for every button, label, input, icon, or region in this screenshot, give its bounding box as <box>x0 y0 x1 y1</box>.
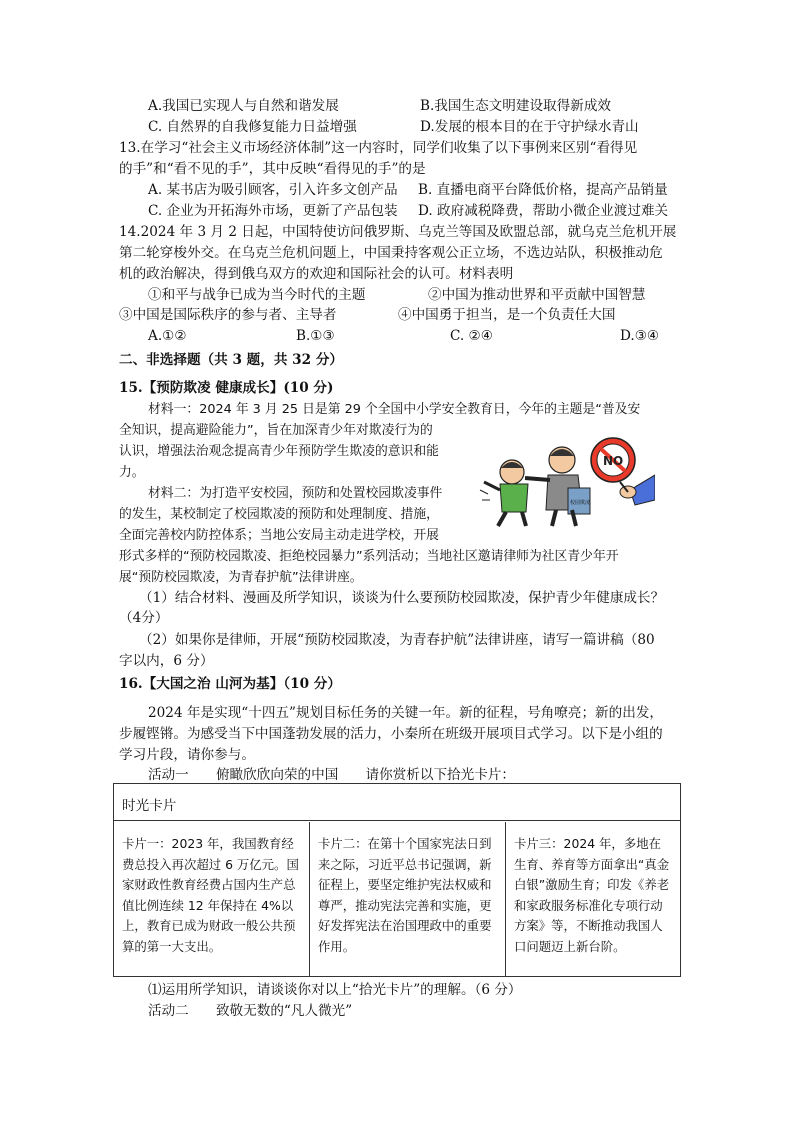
q16-paragraph-line1: 2024 年是实现“十四五”规划目标任务的关键一年。新的征程，号角嘹亮；新的出发， <box>148 705 664 721</box>
cartoon-no-sign-text: NO <box>603 454 624 468</box>
q15-material1-line3: 认识，增强法治观念提高青少年预防学生欺凌的意识和能 <box>119 444 439 459</box>
q13-stem-line1: 13.在学习“社会主义市场经济体制”这一内容时，同学们收集了以下事例来区别“看得见 <box>119 140 638 156</box>
q16-activity2: 活动二 致敬无数的“凡人微光” <box>148 1003 353 1019</box>
q14-statement-1: ①和平与战争已成为当今时代的主题 <box>148 287 366 303</box>
q14-option-c: C. ②④ <box>450 328 493 344</box>
q12-option-b: B.我国生态文明建设取得新成效 <box>420 98 612 114</box>
q13-stem-line2: 的手”和“看不见的手”，其中反映“看得见的手”的是 <box>119 161 426 177</box>
card-three: 卡片三：2024 年，多地在生育、养育等方面拿出“真金白银”激励生育；印发《养老和家政服务标准化专项行动方案》等，不断推动我国人口问题迈上新台阶。 <box>514 836 670 954</box>
q14-statement-4: ④中国勇于担当，是一个负责任大国 <box>398 307 616 323</box>
q13-option-d: D. 政府减税降费，帮助小微企业渡过难关 <box>418 203 669 219</box>
q15-material2-line3: 全面完善校内防控体系；当地公安局主动走进学校，开展 <box>119 528 439 543</box>
q12-option-c: C. 自然界的自我修复能力日益增强 <box>148 119 357 135</box>
card-two: 卡片二：在第十个国家宪法日到来之际，习近平总书记强调，新征程上，要坚定维护宪法权威和尊严，推动宪法完善和实施，更好发挥宪法在治国理政中的重要作用。 <box>310 822 506 976</box>
q16-title: 16.【大国之治 山河为基】（10 分） <box>119 676 341 692</box>
bullying-cartoon-image <box>470 420 655 528</box>
q15-material1-line2: 全知识，提高避险能力”，旨在加深青少年对欺凌行为的 <box>119 423 433 438</box>
q15-material2-line1: 材料二：为打造平安校园，预防和处置校园欺凌事件 <box>148 486 443 501</box>
q13-option-a: A. 某书店为吸引顾客，引入许多文创产品 <box>148 182 398 198</box>
q15-question2-line1: （2）如果你是律师，开展“预防校园欺凌，为青春护航”法律讲座，请写一篇讲稿（80 <box>139 632 655 648</box>
q12-option-d: D.发展的根本目的在于守护绿水青山 <box>420 119 639 135</box>
q16-question1: ⑴运用所学知识，请谈谈你对以上“拾光卡片”的理解。（6 分） <box>148 982 522 998</box>
q14-option-b: B.①③ <box>296 328 335 344</box>
table-header-text: 时光卡片 <box>122 798 177 814</box>
q14-option-a: A.①② <box>148 328 187 344</box>
q15-material1-line1: 材料一：2024 年 3 月 25 日是第 29 个全国中小学安全教育日，今年的主题是“普及安 <box>148 402 641 417</box>
q13-option-b: B. 直播电商平台降低价格，提高产品销量 <box>418 182 668 198</box>
q16-paragraph-line2: 步履铿锵。为感受当下中国蓬勃发展的活力，小秦所在班级开展项目式学习。以下是小组的 <box>119 726 663 742</box>
card-one: 卡片一：2023 年，我国教育经费总投入再次超过 6 万亿元。国家财政性教育经费占国内生产总值比例连续 12 年保持在 4%以上，教育已成为财政一般公共预算的第一大支出。 <box>114 822 310 976</box>
q15-material1-line4: 力。 <box>119 465 145 480</box>
q15-material2-line5: 展“预防校园欺凌，为青春护航”法律讲座。 <box>119 570 363 585</box>
time-cards-table <box>113 783 681 977</box>
q13-option-c: C. 企业为开拓海外市场，更新了产品包装 <box>148 203 398 219</box>
q15-title: 15.【预防欺凌 健康成长】(10 分) <box>119 380 334 396</box>
q14-statement-2: ②中国为推动世界和平贡献中国智慧 <box>428 287 646 303</box>
q15-material2-line4: 形式多样的“预防校园欺凌、拒绝校园暴力”系列活动；当地社区邀请律师为社区青少年开 <box>119 549 619 564</box>
cartoon-bag-text: 校园欺凌 <box>570 500 591 506</box>
q14-stem-line2: 第二轮穿梭外交。在乌克兰危机问题上，中国秉持客观公正立场，不选边站队，积极推动危 <box>119 245 663 261</box>
q14-statement-3: ③中国是国际秩序的参与者、主导者 <box>119 307 337 323</box>
q12-option-a: A.我国已实现人与自然和谐发展 <box>148 98 339 114</box>
q16-paragraph-line3: 学习片段，请你参与。 <box>119 747 255 763</box>
q15-material2-line2: 的发生，某校制定了校园欺凌的预防和处理制度、措施， <box>119 507 439 522</box>
q16-activity1: 活动一 俯瞰欣欣向荣的中国 请你赏析以下拾光卡片： <box>148 767 516 783</box>
table-header <box>114 784 680 821</box>
q14-stem-line3: 机的政治解决，得到俄乌双方的欢迎和国际社会的认可。材料表明 <box>119 266 514 282</box>
q14-option-d: D.③④ <box>620 328 660 344</box>
q14-stem-line1: 14.2024 年 3 月 2 日起，中国特使访问俄罗斯、乌克兰等国及欧盟总部，就乌克兰危机开展 <box>119 224 677 240</box>
section-heading: 二、非选择题（共 3 题，共 32 分） <box>119 352 344 368</box>
q15-question2-line2: 字以内，6 分） <box>119 653 214 669</box>
q15-question1-line2: （4分） <box>119 610 169 626</box>
q15-question1-line1: （1）结合材料、漫画及所学知识，谈谈为什么要预防校园欺凌，保护青少年健康成长？ <box>139 590 665 606</box>
